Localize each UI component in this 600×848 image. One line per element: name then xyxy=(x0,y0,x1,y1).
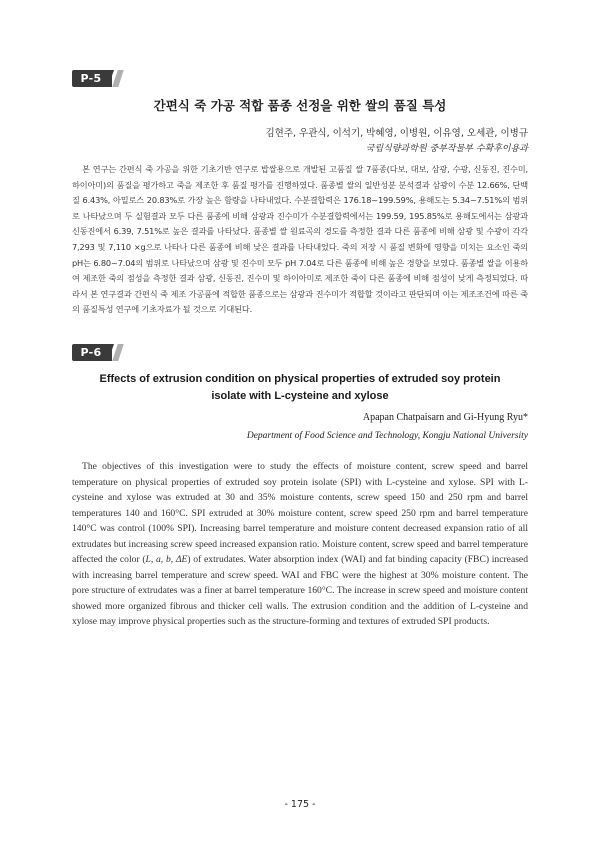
abstract-body-korean: 본 연구는 간편식 죽 가공을 위한 기초기반 연구로 밥쌀용으로 개발된 고품질 쌀 7품종(다보, 대보, 삼광, 수광, 신동진, 진수미, 하이아미)의 품질을 평가하고 죽을 제조한 후 품질 평가를 진행하였다. 품종별 쌀의 일반성분 분석결과 삼광이 수분 12.66%, 단백질 6.43%, 아밀로스 20.83%로 가장 높은 함량을 나타내었다. 수분결합력은 176.18~199.59%, 용해도는 5.34~7.51%의 범위로 나타났으며 두 실험결과 모두 다른 품종에 비해 삼광과 진수미가 수분결합력에서는 199.59, 195.85%로 용해도에서는 삼광과 신동진에서 6.39, 7.51%로 높은 결과를 나타났다. 품종별 쌀 원료곡의 경도를 측정한 결과 다른 품종에 비해 삼광 및 수광이 각각 7,293 및 7,110 ×g으로 나타나 다른 품종에 비해 낮은 결과를 나타내었다. 죽의 저장 시 품질 변화에 영향을 미치는 요소인 죽의 pH는 6.80~7.04의 범위로 나타났으며 삼광 및 진수미 모두 pH 7.04로 다른 품종에 비해 높은 경향을 보였다. 품종별 쌀을 이용하여 제조한 죽의 점성을 측정한 결과 삼광, 신동진, 진수미 및 하이아미로 제조한 죽이 다른 품종에 비해 점성이 낮게 측정되었다. 따라서 본 연구결과 간편식 죽 제조 가공품에 적합한 품종으로는 삼광과 진수미가 적합할 것이라고 판단되며 이는 제조조건에 따른 죽의 품질특성 연구에 기초자료가 될 것으로 기대된다. xyxy=(72,164,528,315)
section-tag-p5 xyxy=(72,70,122,87)
section-tag-label: P-5 xyxy=(80,72,102,85)
section-tag-p6 xyxy=(72,344,122,361)
page-number: - 175 - xyxy=(284,799,316,810)
title-line: isolate with L-cysteine and xylose xyxy=(211,390,389,402)
color-parameters: L, a, b, ΔE xyxy=(145,554,188,565)
abstract-title-korean: 간편식 죽 가공 적합 품종 선정을 위한 쌀의 품질 특성 xyxy=(153,98,447,113)
affiliation: 국립식량과학원 중부작물부 수확후이용과 xyxy=(365,144,528,154)
title-line: Effects of extrusion condition on physical properties of extruded soy protein xyxy=(99,373,501,385)
body-text-part: ) of extrudates. Water absorption index (WAI) and fat binding capacity (FBC) increased with increasing barrel temperature and screw speed. WAI and FBC were the highest at 30% moisture content. The pore structure of extrudates was a finer at barrel temperature 160°C. The increase in screw speed and moisture content showed more organized fibrous and thicker cell walls. The extrusion condition and the addition of L-cysteine and xylose may improve physical properties such as the structure-forming and textures of extruded SPI products. xyxy=(72,554,528,627)
body-text-part: The objectives of this investigation were to study the effects of moisture content, screw speed and barrel temperature on physical properties of extruded soy protein isolate (SPI) with L-cysteine and xylose. SPI with L-cysteine and xylose was extruded at 30 and 35% moisture contents, screw speed 150 and 250 rpm and barrel temperatures 140 and 160°C. SPI extruded at 30% moisture content, screw speed 250 rpm and barrel temperature 140°C was control (100% SPI). Increasing barrel temperature and moisture content decreased expansion ratio of all extrudates but increasing screw speed increased expansion ratio. Moisture content, screw speed and barrel temperature affected the color ( xyxy=(72,461,528,565)
abstract-title-english xyxy=(60,371,540,405)
abstract-body-english xyxy=(72,459,528,630)
affiliation: Department of Food Science and Technology, Kongju National University xyxy=(246,431,528,441)
author-list: 김현주, 우관식, 이석기, 박혜영, 이병원, 이유영, 오세관, 이병규 xyxy=(265,128,528,139)
author-list: Apapan Chatpaisarn and Gi-Hyung Ryu* xyxy=(362,412,528,423)
section-tag-label: P-6 xyxy=(80,346,102,359)
